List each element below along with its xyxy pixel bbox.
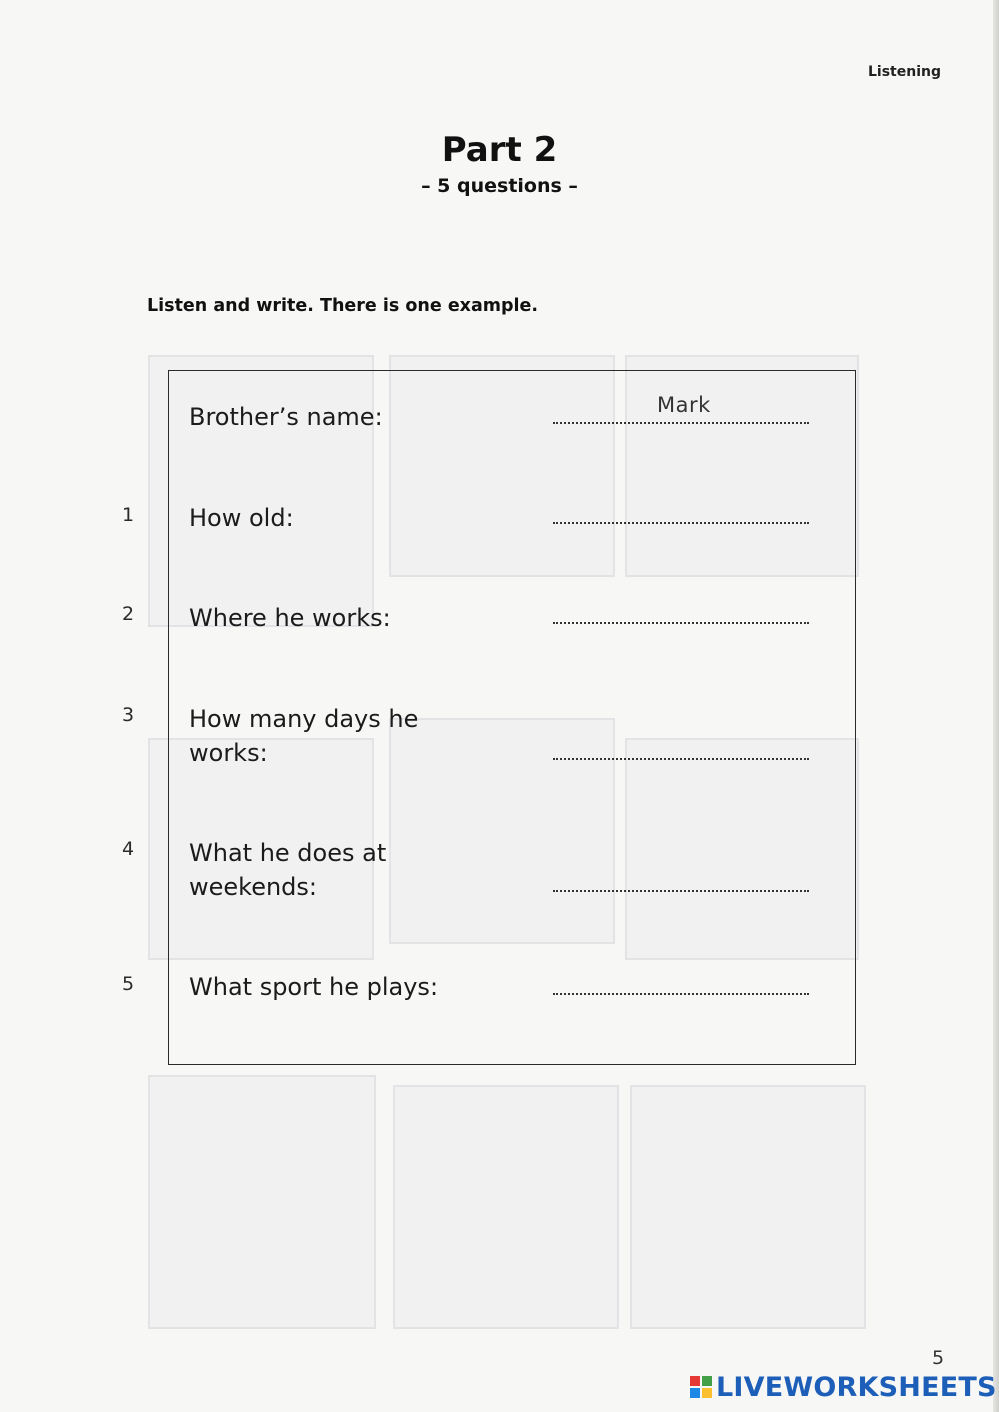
answer-line-4[interactable] — [553, 890, 809, 892]
page-edge — [993, 0, 999, 1412]
liveworksheets-logo — [690, 1372, 997, 1402]
answer-line-1[interactable] — [553, 522, 809, 524]
question-number: 5 — [122, 973, 135, 995]
instruction-text: Listen and write. There is one example. — [147, 296, 539, 316]
question-number: 4 — [122, 838, 135, 860]
logo-text: LIVEWORKSHEETS — [716, 1371, 997, 1403]
logo-grid-icon — [690, 1376, 712, 1398]
page-number: 5 — [932, 1347, 945, 1369]
bleed-through-picture — [148, 1075, 376, 1329]
question-label: What sport he plays: — [189, 973, 439, 1001]
answer-line-2[interactable] — [553, 622, 809, 624]
question-number: 1 — [122, 504, 135, 526]
question-number: 3 — [122, 704, 135, 726]
logo-square-icon — [690, 1388, 700, 1398]
example-label: Brother’s name: — [189, 403, 383, 431]
logo-square-icon — [702, 1376, 712, 1386]
page-subtitle: – 5 questions – — [421, 175, 578, 197]
bleed-through-picture — [393, 1085, 619, 1329]
answer-line-3[interactable] — [553, 758, 809, 760]
example-answer: Mark — [657, 393, 711, 417]
question-label: Where he works: — [189, 604, 391, 632]
question-label: How many days he works: — [189, 705, 419, 767]
logo-square-icon — [702, 1388, 712, 1398]
logo-square-icon — [690, 1376, 700, 1386]
answer-line-5[interactable] — [553, 993, 809, 995]
example-answer-line — [553, 422, 809, 424]
bleed-through-picture — [630, 1085, 866, 1329]
page-title: Part 2 — [441, 130, 558, 170]
question-label: What he does at weekends: — [189, 839, 387, 901]
question-label: How old: — [189, 504, 294, 532]
section-header: Listening — [868, 64, 941, 80]
question-number: 2 — [122, 603, 135, 625]
